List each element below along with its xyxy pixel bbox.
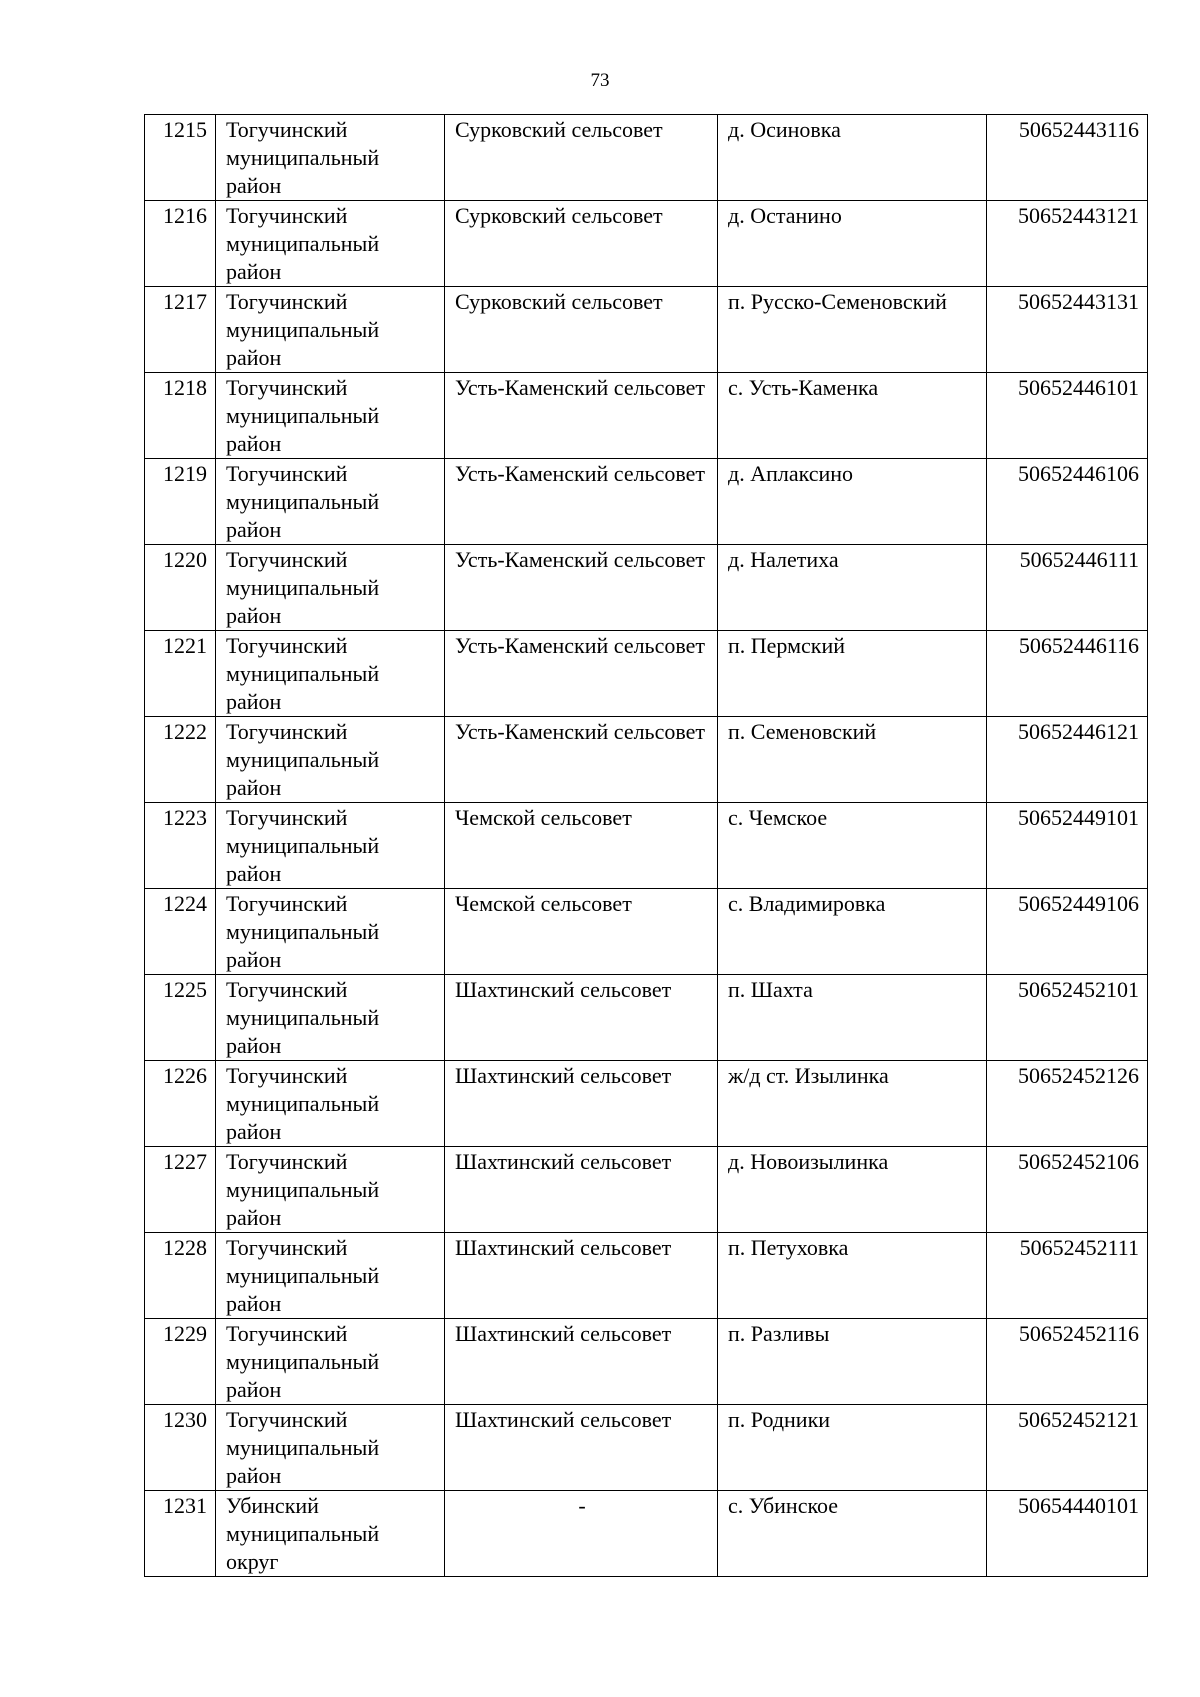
table-row <box>145 1491 1148 1577</box>
cell-code: 50652446101 <box>987 373 1148 459</box>
table-row <box>145 201 1148 287</box>
table-row <box>145 459 1148 545</box>
cell-district: Тогучинский муниципальный район <box>216 1061 445 1147</box>
cell-num: 1224 <box>145 889 216 975</box>
settlements-table <box>144 114 1148 1577</box>
cell-district: Тогучинский муниципальный район <box>216 201 445 287</box>
cell-council: Шахтинский сельсовет <box>445 1319 718 1405</box>
cell-council: Сурковский сельсовет <box>445 115 718 201</box>
cell-settlement: ж/д ст. Изылинка <box>718 1061 987 1147</box>
cell-council: Сурковский сельсовет <box>445 201 718 287</box>
cell-settlement: п. Русско-Семеновский <box>718 287 987 373</box>
cell-code: 50652452116 <box>987 1319 1148 1405</box>
cell-settlement: д. Осиновка <box>718 115 987 201</box>
cell-district: Тогучинский муниципальный район <box>216 1319 445 1405</box>
cell-district: Тогучинский муниципальный район <box>216 717 445 803</box>
cell-code: 50652449101 <box>987 803 1148 889</box>
cell-council: Сурковский сельсовет <box>445 287 718 373</box>
page-number: 73 <box>590 70 610 91</box>
cell-num: 1216 <box>145 201 216 287</box>
table-row <box>145 1061 1148 1147</box>
cell-council: Усть-Каменский сельсовет <box>445 373 718 459</box>
cell-code: 50652443116 <box>987 115 1148 201</box>
cell-council: Чемской сельсовет <box>445 889 718 975</box>
cell-num: 1219 <box>145 459 216 545</box>
cell-num: 1222 <box>145 717 216 803</box>
cell-settlement: п. Семеновский <box>718 717 987 803</box>
cell-code: 50652452126 <box>987 1061 1148 1147</box>
cell-district: Тогучинский муниципальный район <box>216 1147 445 1233</box>
cell-settlement: п. Разливы <box>718 1319 987 1405</box>
table-row <box>145 1147 1148 1233</box>
table-row <box>145 373 1148 459</box>
cell-council: Шахтинский сельсовет <box>445 1233 718 1319</box>
cell-code: 50652452111 <box>987 1233 1148 1319</box>
cell-code: 50652446111 <box>987 545 1148 631</box>
cell-code: 50652452121 <box>987 1405 1148 1491</box>
table-row <box>145 803 1148 889</box>
cell-settlement: п. Родники <box>718 1405 987 1491</box>
table-row <box>145 975 1148 1061</box>
cell-num: 1223 <box>145 803 216 889</box>
cell-council: Усть-Каменский сельсовет <box>445 545 718 631</box>
table-row <box>145 631 1148 717</box>
cell-num: 1218 <box>145 373 216 459</box>
cell-council: Усть-Каменский сельсовет <box>445 717 718 803</box>
cell-settlement: д. Новоизылинка <box>718 1147 987 1233</box>
cell-code: 50652446121 <box>987 717 1148 803</box>
cell-settlement: п. Шахта <box>718 975 987 1061</box>
table-row <box>145 889 1148 975</box>
cell-num: 1227 <box>145 1147 216 1233</box>
table-body <box>145 115 1148 1577</box>
table-row <box>145 1319 1148 1405</box>
cell-num: 1221 <box>145 631 216 717</box>
cell-code: 50652452101 <box>987 975 1148 1061</box>
cell-district: Тогучинский муниципальный район <box>216 889 445 975</box>
cell-settlement: с. Чемское <box>718 803 987 889</box>
cell-district: Тогучинский муниципальный район <box>216 631 445 717</box>
cell-settlement: д. Останино <box>718 201 987 287</box>
cell-num: 1220 <box>145 545 216 631</box>
cell-settlement: д. Налетиха <box>718 545 987 631</box>
table-row <box>145 717 1148 803</box>
cell-settlement: п. Петуховка <box>718 1233 987 1319</box>
cell-district: Тогучинский муниципальный район <box>216 1233 445 1319</box>
cell-district: Тогучинский муниципальный район <box>216 1405 445 1491</box>
cell-district: Тогучинский муниципальный район <box>216 115 445 201</box>
cell-district: Тогучинский муниципальный район <box>216 545 445 631</box>
cell-code: 50652452106 <box>987 1147 1148 1233</box>
cell-council: Шахтинский сельсовет <box>445 1147 718 1233</box>
cell-council: - <box>445 1491 718 1577</box>
cell-council: Шахтинский сельсовет <box>445 1061 718 1147</box>
cell-code: 50654440101 <box>987 1491 1148 1577</box>
cell-num: 1231 <box>145 1491 216 1577</box>
cell-council: Шахтинский сельсовет <box>445 1405 718 1491</box>
cell-settlement: с. Усть-Каменка <box>718 373 987 459</box>
cell-settlement: п. Пермский <box>718 631 987 717</box>
cell-num: 1225 <box>145 975 216 1061</box>
cell-council: Усть-Каменский сельсовет <box>445 459 718 545</box>
cell-district: Тогучинский муниципальный район <box>216 373 445 459</box>
cell-code: 50652449106 <box>987 889 1148 975</box>
cell-settlement: д. Аплаксино <box>718 459 987 545</box>
cell-district: Тогучинский муниципальный район <box>216 459 445 545</box>
cell-district: Убинский муниципальный округ <box>216 1491 445 1577</box>
cell-num: 1215 <box>145 115 216 201</box>
cell-num: 1228 <box>145 1233 216 1319</box>
cell-num: 1217 <box>145 287 216 373</box>
cell-num: 1226 <box>145 1061 216 1147</box>
table-row <box>145 287 1148 373</box>
cell-num: 1230 <box>145 1405 216 1491</box>
cell-district: Тогучинский муниципальный район <box>216 975 445 1061</box>
cell-code: 50652443121 <box>987 201 1148 287</box>
cell-settlement: с. Убинское <box>718 1491 987 1577</box>
table-row <box>145 1233 1148 1319</box>
cell-district: Тогучинский муниципальный район <box>216 287 445 373</box>
cell-council: Чемской сельсовет <box>445 803 718 889</box>
cell-council: Шахтинский сельсовет <box>445 975 718 1061</box>
table-row <box>145 1405 1148 1491</box>
cell-code: 50652443131 <box>987 287 1148 373</box>
cell-num: 1229 <box>145 1319 216 1405</box>
cell-code: 50652446106 <box>987 459 1148 545</box>
table-row <box>145 545 1148 631</box>
cell-settlement: с. Владимировка <box>718 889 987 975</box>
table-row <box>145 115 1148 201</box>
cell-district: Тогучинский муниципальный район <box>216 803 445 889</box>
cell-council: Усть-Каменский сельсовет <box>445 631 718 717</box>
cell-code: 50652446116 <box>987 631 1148 717</box>
